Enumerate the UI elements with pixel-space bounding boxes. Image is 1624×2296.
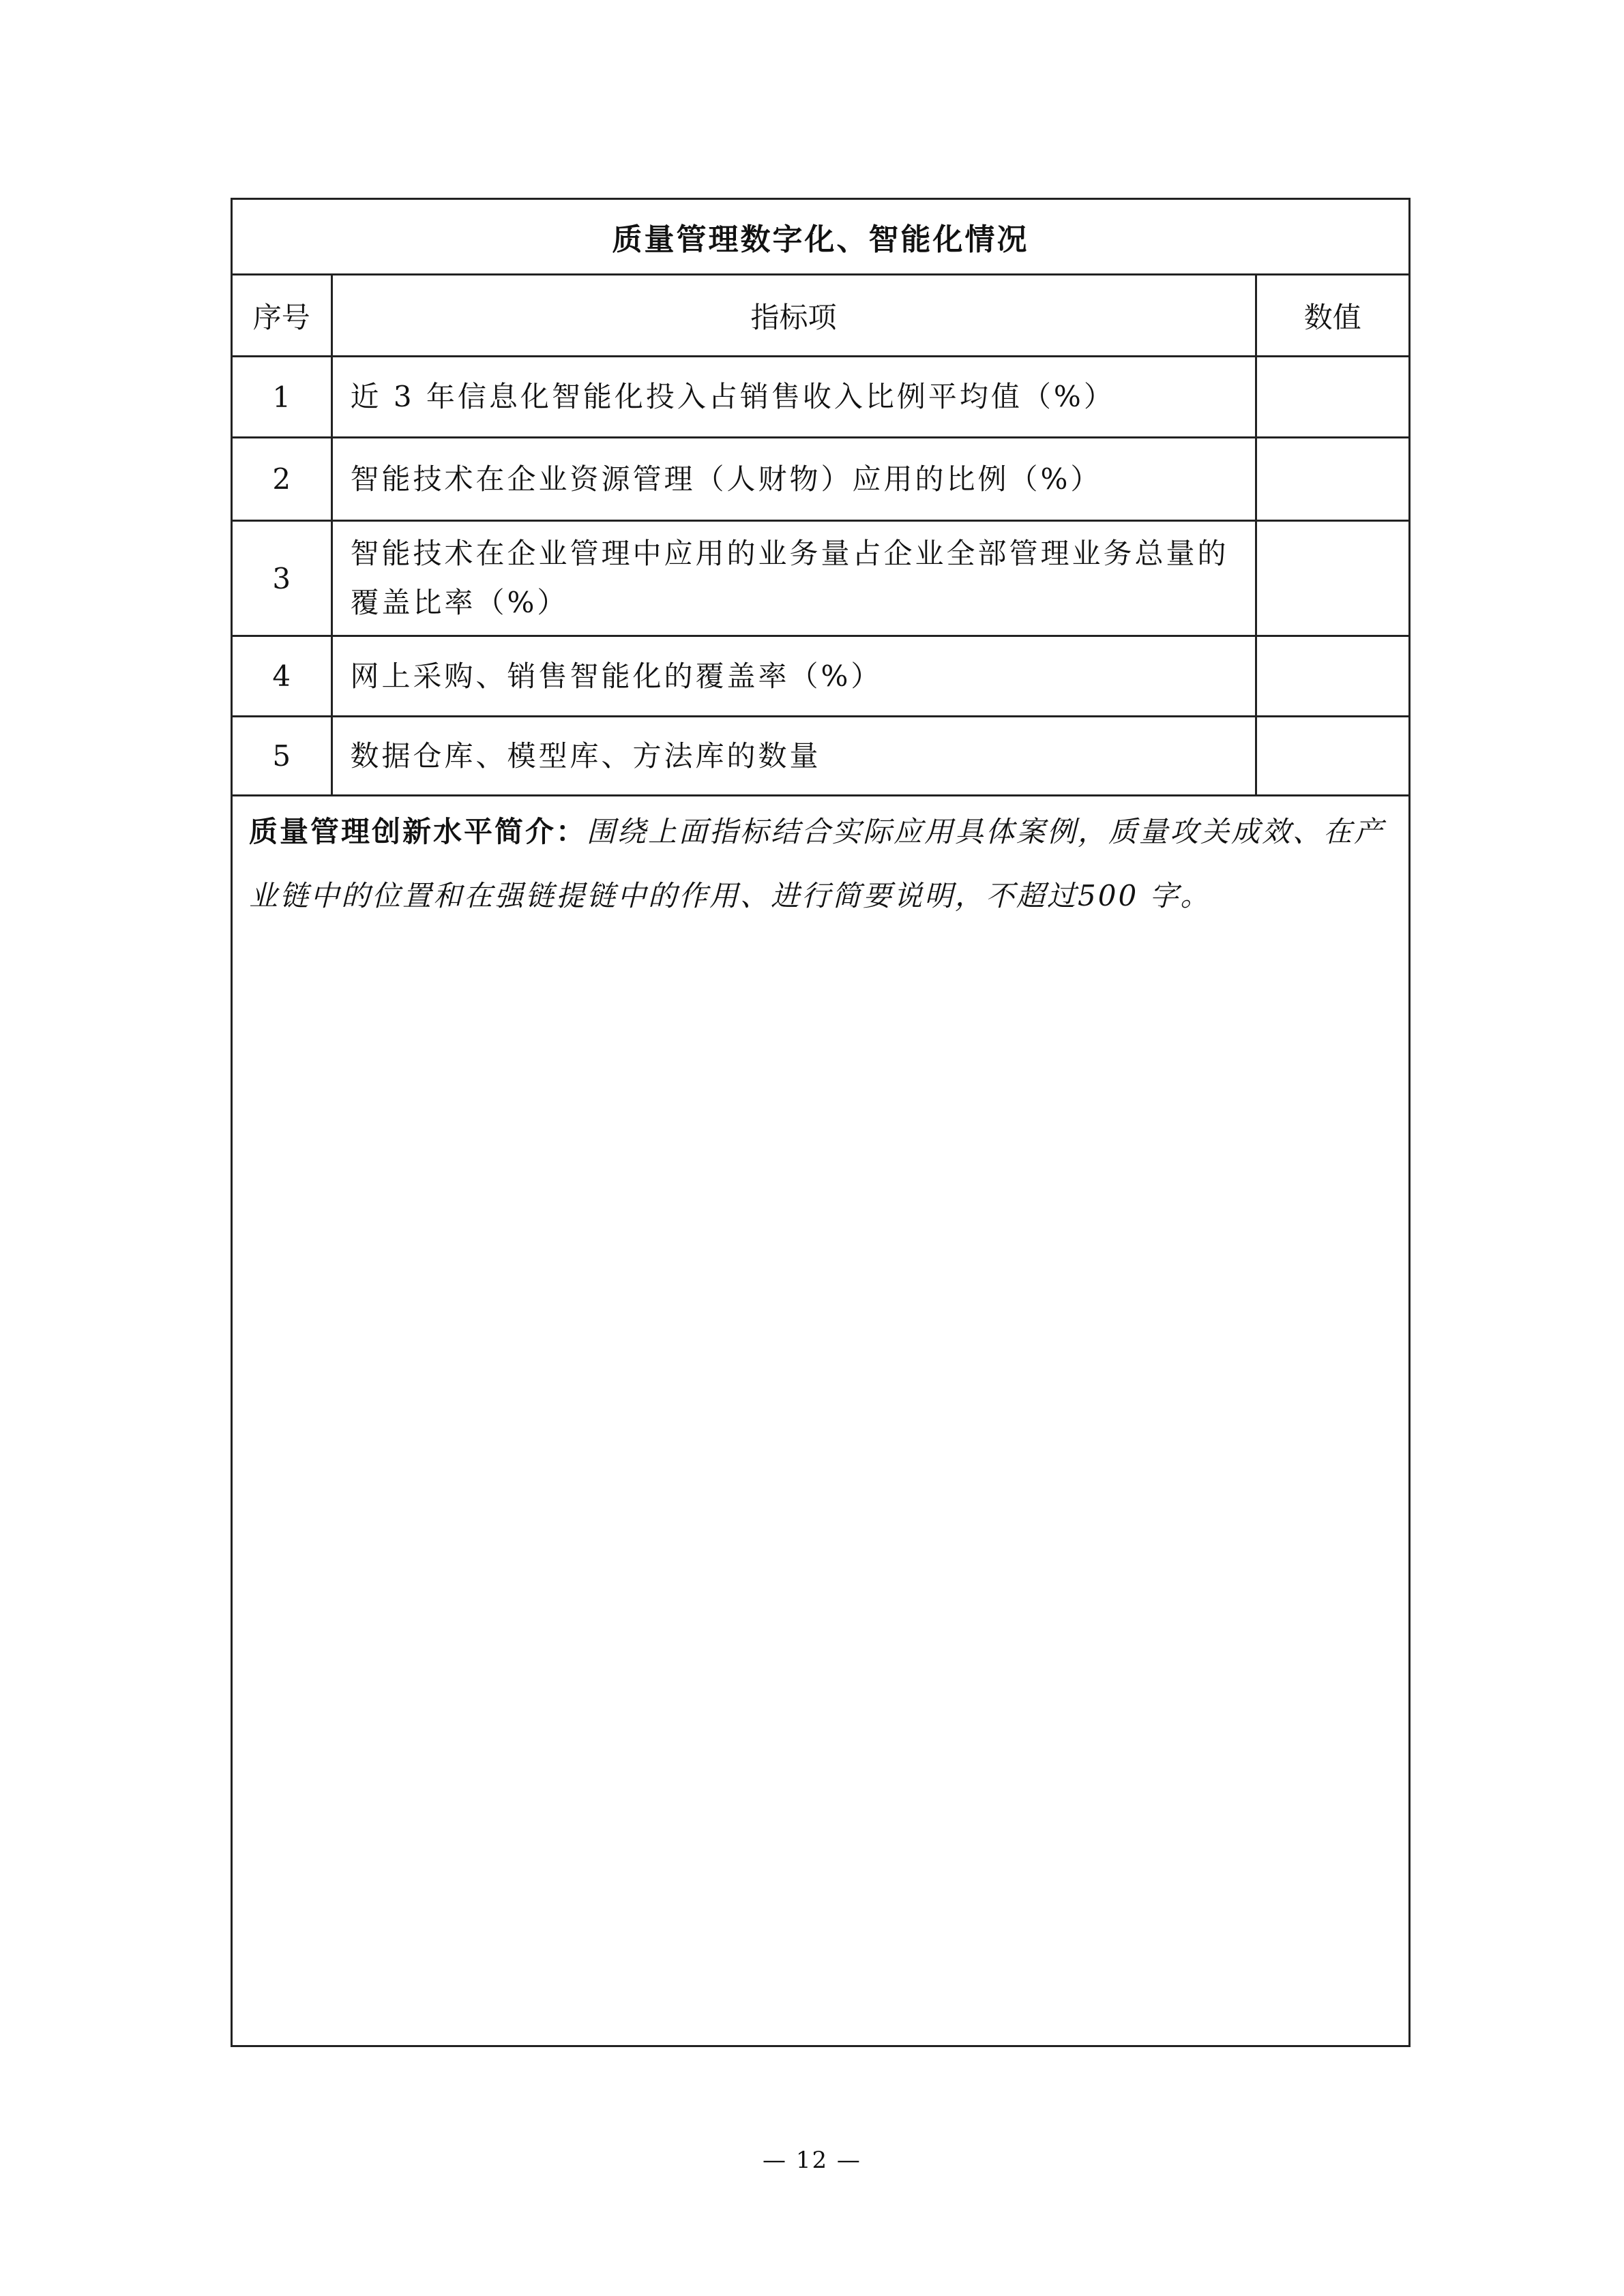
table-row <box>233 357 1408 438</box>
summary-lead-label: 质量管理创新水平简介： <box>249 815 587 848</box>
row-item: 数据仓库、模型库、方法库的数量 <box>331 717 1256 796</box>
header-index: 序号 <box>233 275 331 357</box>
table-row <box>233 717 1408 796</box>
row-index: 4 <box>233 636 331 717</box>
table-title: 质量管理数字化、智能化情况 <box>233 200 1408 275</box>
row-item: 网上采购、销售智能化的覆盖率（%） <box>331 636 1256 717</box>
row-value-cell[interactable] <box>1256 521 1408 636</box>
table-header-row <box>233 275 1408 357</box>
table-row <box>233 438 1408 521</box>
row-value-cell[interactable] <box>1256 636 1408 717</box>
summary-instruction: 围绕上面指标结合实际应用具体案例，质量攻关成效、在产业链中的位置和在强链提链中的作用、进行简要说明，不超过500 字。 <box>249 815 1385 912</box>
innovation-summary-box[interactable] <box>249 800 1392 928</box>
header-item: 指标项 <box>331 275 1256 357</box>
table-row <box>233 636 1408 717</box>
header-value: 数值 <box>1256 275 1408 357</box>
page-number: — 12 — <box>763 2147 861 2174</box>
indicator-form <box>231 198 1411 2047</box>
row-value-cell[interactable] <box>1256 438 1408 521</box>
row-value-cell[interactable] <box>1256 357 1408 438</box>
row-value-cell[interactable] <box>1256 717 1408 796</box>
row-index: 2 <box>233 438 331 521</box>
table-row <box>233 521 1408 636</box>
indicator-table <box>233 200 1408 796</box>
row-index: 5 <box>233 717 331 796</box>
row-item: 智能技术在企业资源管理（人财物）应用的比例（%） <box>331 438 1256 521</box>
row-item: 近 3 年信息化智能化投入占销售收入比例平均值（%） <box>331 357 1256 438</box>
row-item: 智能技术在企业管理中应用的业务量占企业全部管理业务总量的覆盖比率（%） <box>331 521 1256 636</box>
row-index: 1 <box>233 357 331 438</box>
row-index: 3 <box>233 521 331 636</box>
